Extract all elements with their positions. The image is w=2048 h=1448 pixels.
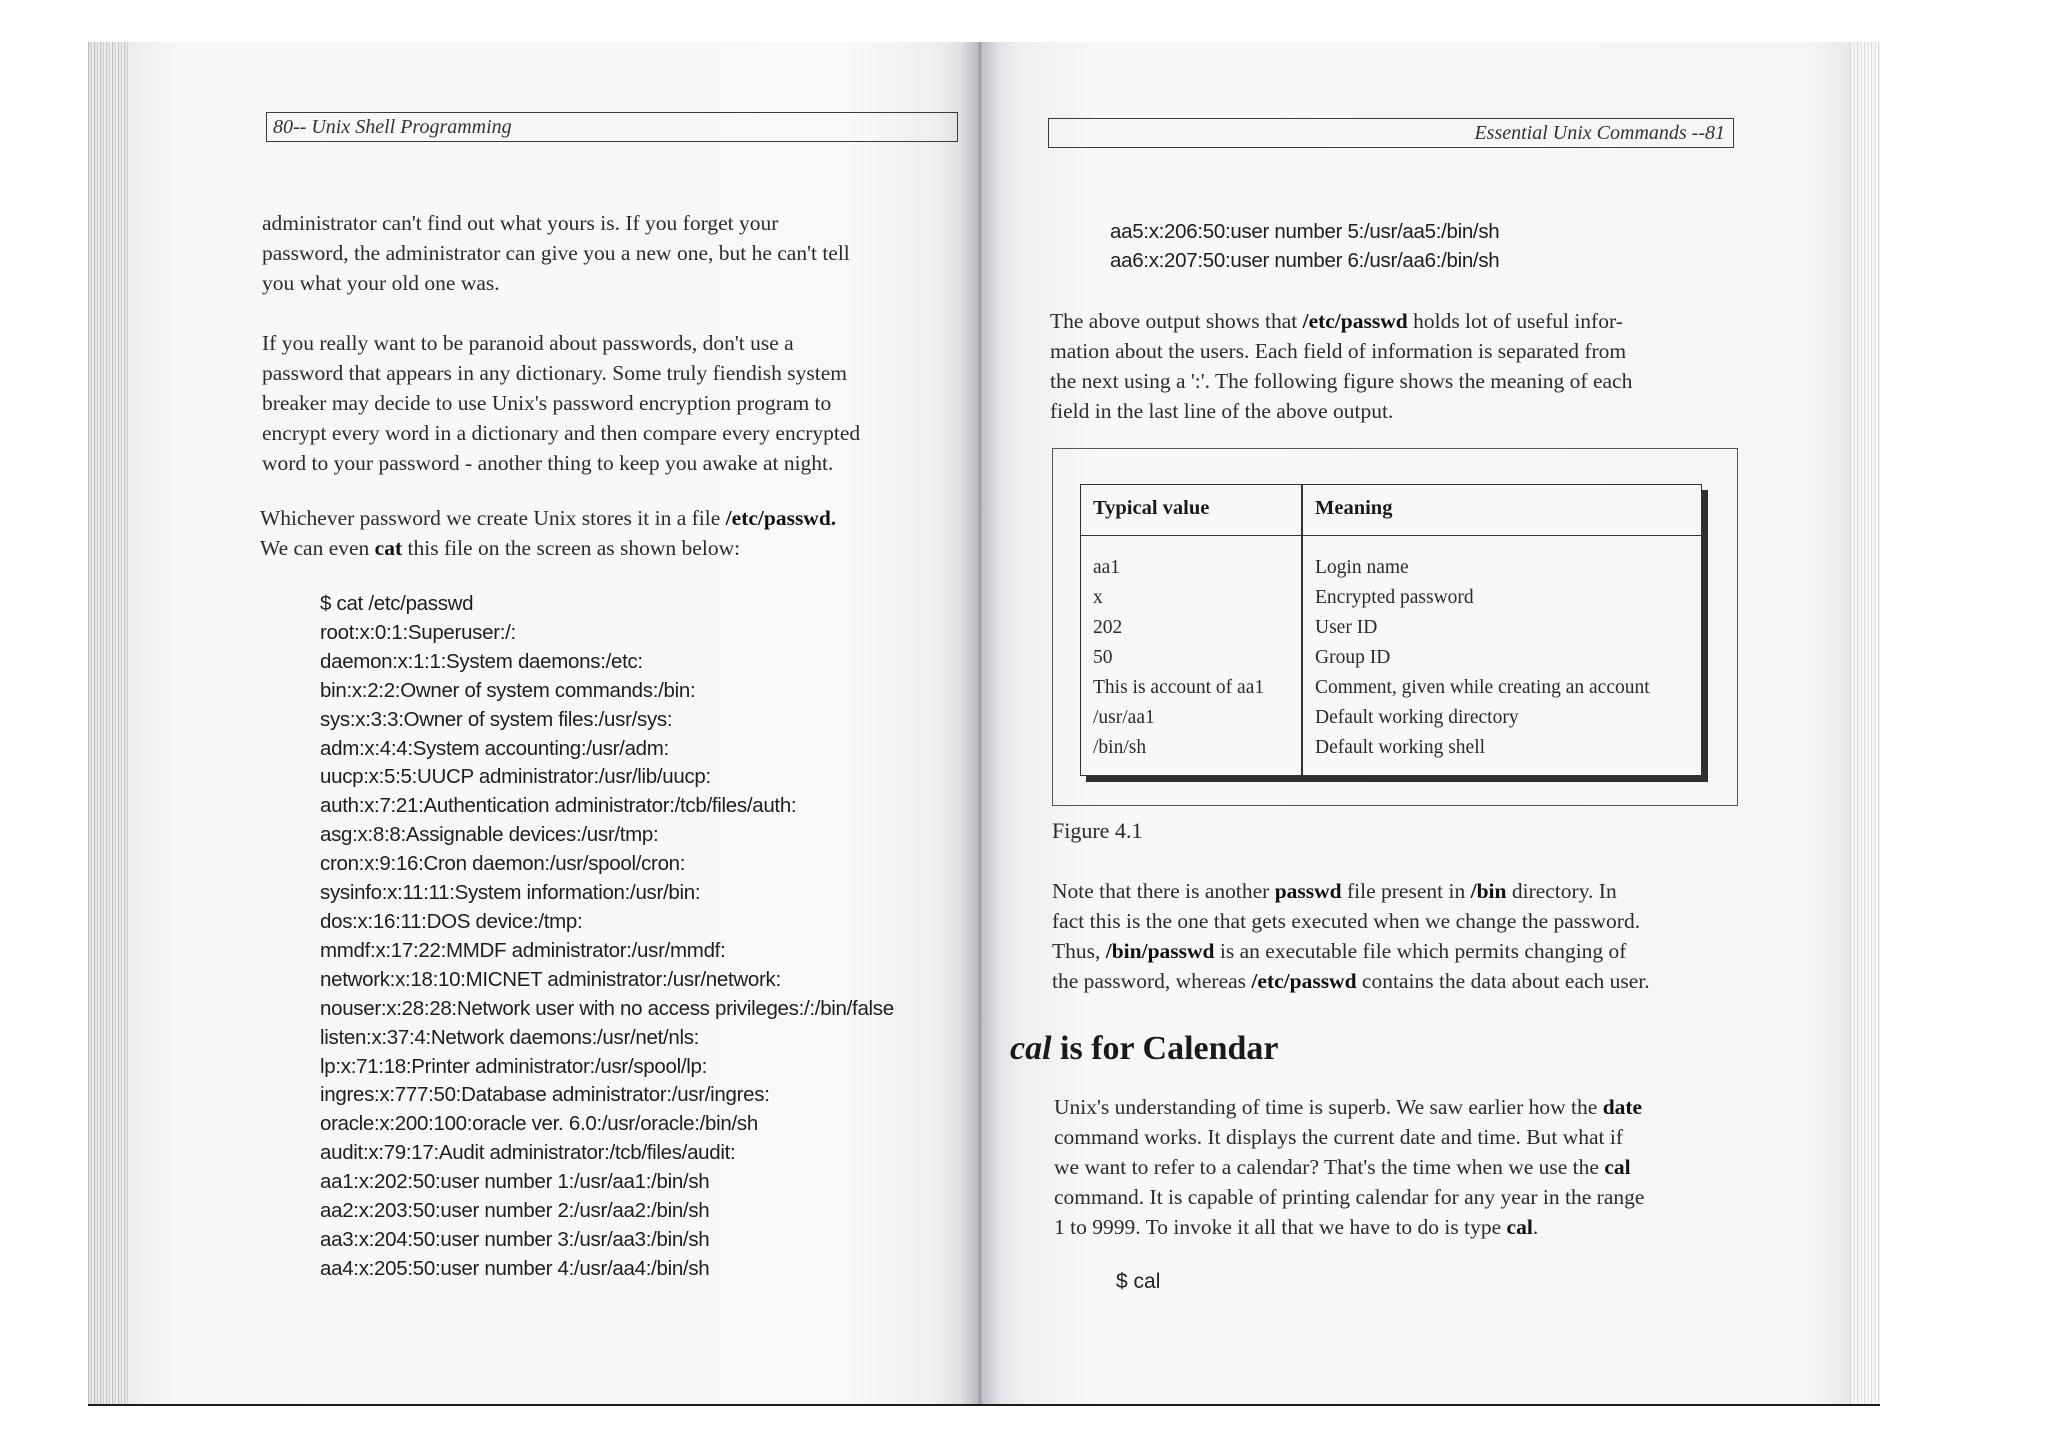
text-line bbox=[260, 533, 952, 563]
table-cell: Login name bbox=[1315, 557, 1409, 578]
text-line bbox=[1050, 306, 1730, 336]
left-page-edges bbox=[88, 42, 128, 1404]
text-line: password, the administrator can give you a new one, but he can't tell bbox=[262, 241, 850, 265]
text-line: word to your password - another thing to keep you awake at night. bbox=[262, 451, 834, 475]
text-line: encrypt every word in a dictionary and then compare every encrypted bbox=[262, 421, 861, 445]
bold-command: cal bbox=[1506, 1215, 1533, 1239]
listing-line: sys:x:3:3:Owner of system files:/usr/sys: bbox=[320, 707, 673, 731]
text-run: Whichever password we create Unix stores it in a file bbox=[260, 506, 726, 530]
text-run: 1 to 9999. To invoke it all that we have to do is type bbox=[1054, 1215, 1507, 1239]
listing-line: aa3:x:204:50:user number 3:/usr/aa3:/bin/sh bbox=[320, 1227, 710, 1251]
text-line bbox=[1052, 936, 1736, 966]
right-page-edges bbox=[1850, 42, 1880, 1404]
table-cell: Default working directory bbox=[1315, 707, 1519, 728]
text-line: If you really want to be paranoid about passwords, don't use a bbox=[262, 331, 794, 355]
listing-line: daemon:x:1:1:System daemons:/etc: bbox=[320, 649, 643, 673]
meaning-column bbox=[1315, 553, 1650, 763]
text-line bbox=[1054, 1212, 1738, 1242]
text-run: Thus, bbox=[1052, 939, 1106, 963]
passwd-fields-table bbox=[1080, 484, 1702, 776]
bold-command: cat bbox=[374, 536, 403, 560]
listing-line: ingres:x:777:50:Database administrator:/usr/ingres: bbox=[320, 1083, 770, 1107]
text-line: command. It is capable of printing calendar for any year in the range bbox=[1054, 1185, 1645, 1209]
section-heading-command: cal bbox=[1010, 1030, 1052, 1067]
listing-line: oracle:x:200:100:oracle ver. 6.0:/usr/oracle:/bin/sh bbox=[320, 1112, 758, 1136]
text-run: Unix's understanding of time is superb. We saw earlier how the bbox=[1054, 1095, 1603, 1119]
right-paragraph-3 bbox=[1054, 1092, 1738, 1242]
listing-line: bin:x:2:2:Owner of system commands:/bin: bbox=[320, 678, 696, 702]
right-paragraph-1 bbox=[1050, 306, 1730, 426]
text-line bbox=[1054, 1152, 1738, 1182]
text-line: command works. It displays the current date and time. But what if bbox=[1054, 1125, 1624, 1149]
text-line bbox=[1052, 966, 1736, 996]
listing-line: aa2:x:203:50:user number 2:/usr/aa2:/bin/sh bbox=[320, 1199, 710, 1223]
text-run: we want to refer to a calendar? That's the time when we use the bbox=[1054, 1155, 1605, 1179]
table-cell: aa1 bbox=[1093, 557, 1121, 578]
text-run: The above output shows that bbox=[1050, 309, 1303, 333]
text-run: directory. In bbox=[1506, 879, 1617, 903]
text-run: this file on the screen as shown below: bbox=[402, 536, 741, 560]
listing-line: mmdf:x:17:22:MMDF administrator:/usr/mmdf: bbox=[320, 938, 726, 962]
listing-line: aa6:x:207:50:user number 6:/usr/aa6:/bin/sh bbox=[1110, 248, 1500, 272]
table-header-meaning: Meaning bbox=[1315, 497, 1393, 519]
text-line: you what your old one was. bbox=[262, 271, 500, 295]
table-cell: Comment, given while creating an account bbox=[1315, 677, 1650, 698]
listing-line: root:x:0:1:Superuser:/: bbox=[320, 620, 516, 644]
text-run: is an executable file which permits changing of bbox=[1214, 939, 1627, 963]
text-run: file present in bbox=[1341, 879, 1471, 903]
listing-line: cron:x:9:16:Cron daemon:/usr/spool/cron: bbox=[320, 852, 686, 876]
text-line: field in the last line of the above output. bbox=[1050, 399, 1394, 423]
text-run: We can even bbox=[260, 536, 375, 560]
listing-line: aa5:x:206:50:user number 5:/usr/aa5:/bin/sh bbox=[1110, 220, 1500, 243]
listing-line: $ cat /etc/passwd bbox=[320, 592, 474, 615]
section-heading bbox=[1010, 1030, 1279, 1068]
table-cell: /bin/sh bbox=[1093, 737, 1147, 758]
text-line: breaker may decide to use Unix's password encryption program to bbox=[262, 391, 832, 415]
bold-path: /etc/passwd bbox=[1251, 969, 1357, 993]
listing-line: asg:x:8:8:Assignable devices:/usr/tmp: bbox=[320, 823, 659, 847]
left-paragraph-2 bbox=[262, 328, 950, 478]
listing-line: lp:x:71:18:Printer administrator:/usr/spool/lp: bbox=[320, 1054, 707, 1078]
bold-path: /etc/passwd bbox=[1302, 309, 1408, 333]
right-running-head: Essential Unix Commands --81 bbox=[1048, 118, 1734, 148]
listing-line: aa1:x:202:50:user number 1:/usr/aa1:/bin/sh bbox=[320, 1170, 710, 1194]
listing-line: dos:x:16:11:DOS device:/tmp: bbox=[320, 909, 583, 933]
section-heading-text: is for Calendar bbox=[1051, 1030, 1279, 1067]
text-run: Note that there is another bbox=[1052, 879, 1275, 903]
bold-path: /bin/passwd bbox=[1105, 939, 1215, 963]
listing-line: adm:x:4:4:System accounting:/usr/adm: bbox=[320, 736, 669, 760]
left-paragraph-1 bbox=[262, 208, 950, 298]
left-paragraph-3 bbox=[260, 503, 952, 563]
table-cell: Encrypted password bbox=[1315, 587, 1474, 608]
figure-caption: Figure 4.1 bbox=[1052, 818, 1143, 843]
listing-line: nouser:x:28:28:Network user with no access privileges:/:/bin/false bbox=[320, 996, 894, 1020]
table-cell: 50 bbox=[1093, 647, 1113, 668]
text-line: mation about the users. Each field of information is separated from bbox=[1050, 339, 1627, 363]
bold-command: date bbox=[1602, 1095, 1643, 1119]
bold-path: /bin bbox=[1470, 879, 1507, 903]
text-run: the password, whereas bbox=[1052, 969, 1252, 993]
text-line bbox=[1052, 876, 1736, 906]
left-running-head: 80-- Unix Shell Programming bbox=[266, 112, 958, 142]
text-run: holds lot of useful infor- bbox=[1407, 309, 1623, 333]
table-cell: Default working shell bbox=[1315, 737, 1486, 758]
listing-line: auth:x:7:21:Authentication administrator:/tcb/files/auth: bbox=[320, 794, 797, 818]
bold-path: /etc/passwd. bbox=[725, 506, 837, 530]
listing-line: listen:x:37:4:Network daemons:/usr/net/nls: bbox=[320, 1025, 700, 1049]
table-cell: User ID bbox=[1315, 617, 1378, 638]
listing-line: audit:x:79:17:Audit administrator:/tcb/files/audit: bbox=[320, 1141, 736, 1165]
text-run: contains the data about each user. bbox=[1356, 969, 1650, 993]
passwd-listing bbox=[320, 590, 894, 1284]
table-cell: 202 bbox=[1093, 617, 1123, 638]
listing-line: uucp:x:5:5:UUCP administrator:/usr/lib/uucp: bbox=[320, 765, 711, 789]
text-line bbox=[260, 503, 952, 533]
text-line: administrator can't find out what yours is. If you forget your bbox=[262, 211, 779, 235]
table-column-divider bbox=[1301, 485, 1303, 775]
text-line: fact this is the one that gets executed when we change the password. bbox=[1052, 909, 1641, 933]
typical-value-column bbox=[1093, 553, 1264, 763]
right-paragraph-2 bbox=[1052, 876, 1736, 996]
table-cell: /usr/aa1 bbox=[1093, 707, 1155, 728]
table-cell: Group ID bbox=[1315, 647, 1391, 668]
text-line: the next using a ':'. The following figure shows the meaning of each bbox=[1050, 369, 1633, 393]
table-header-typical-value: Typical value bbox=[1093, 497, 1210, 519]
text-line: password that appears in any dictionary. Some truly fiendish system bbox=[262, 361, 847, 385]
cal-command-example: $ cal bbox=[1116, 1270, 1161, 1293]
text-run: . bbox=[1532, 1215, 1539, 1239]
listing-line: sysinfo:x:11:11:System information:/usr/bin: bbox=[320, 881, 701, 905]
passwd-listing-continued bbox=[1110, 218, 1499, 276]
listing-line: network:x:18:10:MICNET administrator:/usr/network: bbox=[320, 967, 781, 991]
table-cell: This is account of aa1 bbox=[1093, 677, 1265, 698]
bold-command: passwd bbox=[1274, 879, 1342, 903]
listing-line: aa4:x:205:50:user number 4:/usr/aa4:/bin/sh bbox=[320, 1256, 710, 1280]
text-line bbox=[1054, 1092, 1738, 1122]
bold-command: cal bbox=[1604, 1155, 1631, 1179]
table-cell: x bbox=[1093, 587, 1103, 608]
book-gutter bbox=[960, 42, 1000, 1404]
